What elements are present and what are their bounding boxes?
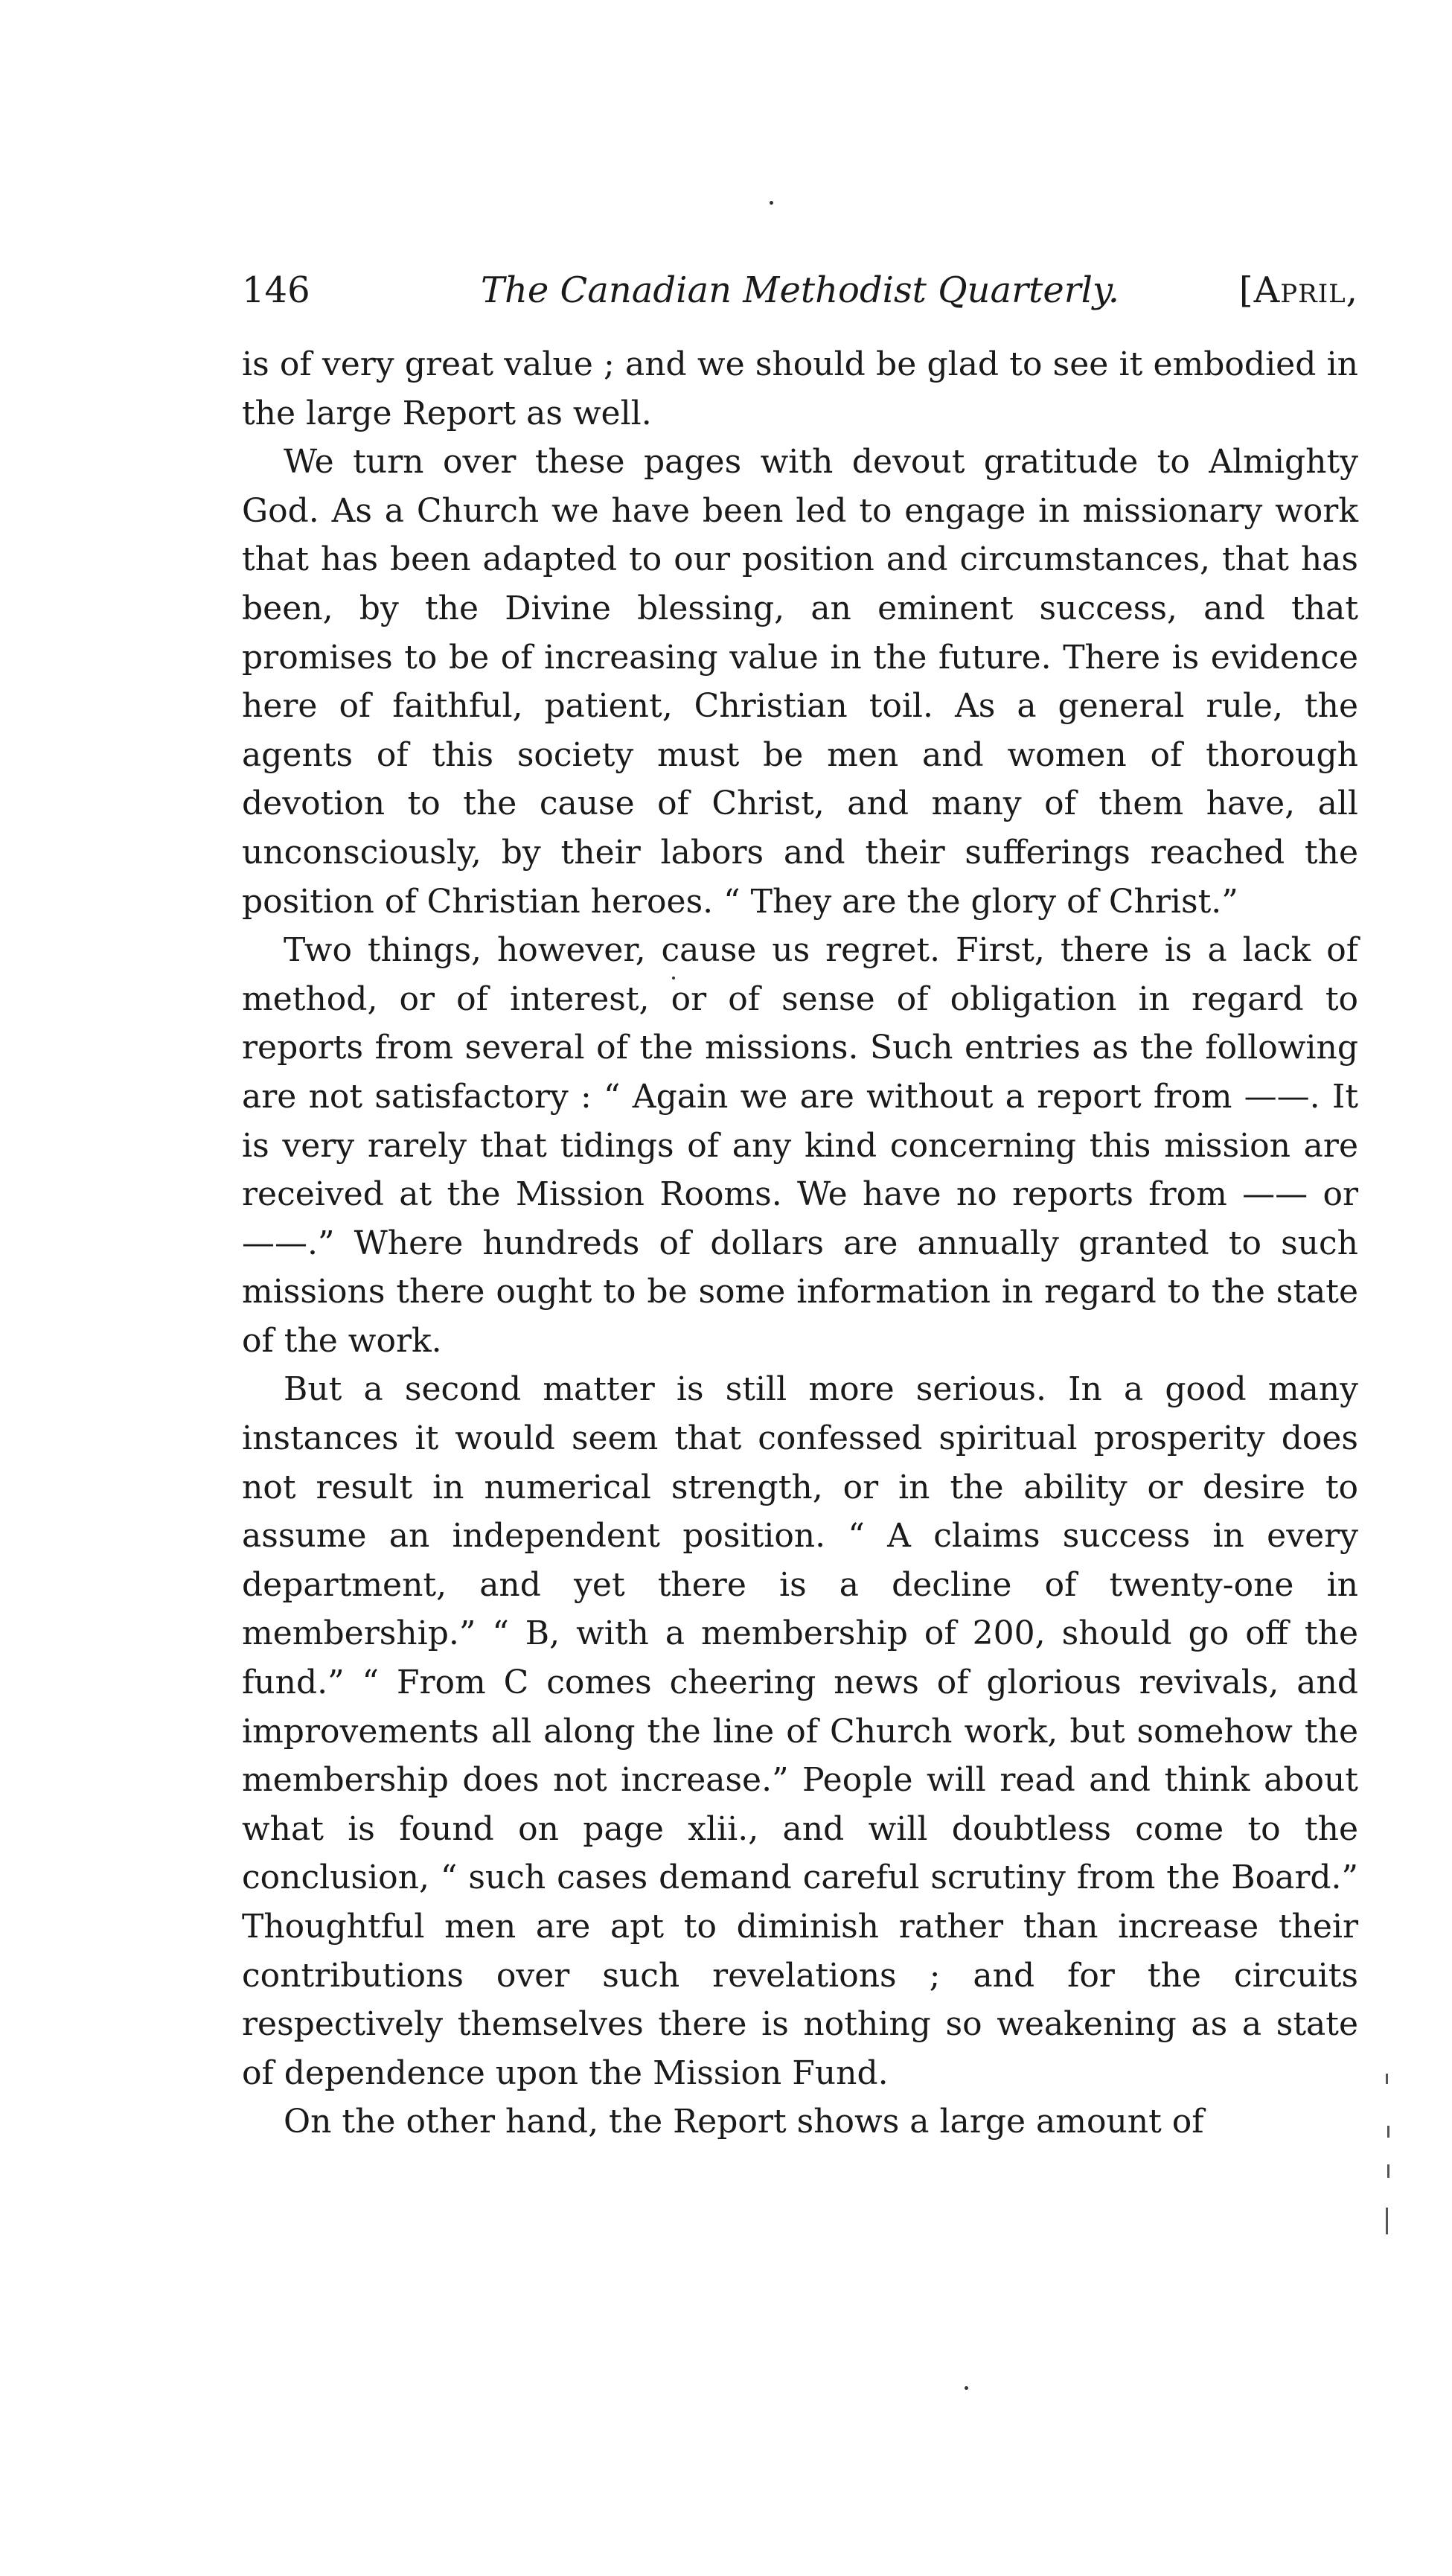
paragraph: Two things, however, cause us regret. First, there is a lack of method, or of interest, or of sense of obligation in regard to reports from several of the missions. Such entries as the following are not satisfactory : “ Again we are without a report from ——. It is very rarely that tidings of any kind concerning this mission are received at the Mission Rooms. We have no reports from —— or ——.” Where hundreds of dollars are annually granted to such missions there ought to be some information in regard to the state of the work. <box>242 931 1358 1360</box>
margin-mark <box>1386 2208 1388 2234</box>
paragraph: On the other hand, the Report shows a large amount of <box>284 2103 1204 2141</box>
margin-mark <box>1387 2126 1389 2138</box>
paragraph: is of very great value ; and we should be glad to see it embodied in the large Report as well. <box>242 345 1358 432</box>
margin-mark <box>1386 2074 1388 2084</box>
ink-speck-bottom <box>965 2386 968 2390</box>
running-header <box>242 264 1358 316</box>
paragraph: We turn over these pages with devout gratitude to Almighty God. As a Church we have been led to engage in missionary work that has been adapted to our position and circumstances, that has been, by the Divine blessing, an eminent success, and that promises to be of increasing value in the future. There is evidence here of faithful, patient, Christian toil. As a general rule, the agents of this society must be men and women of thorough devotion to the cause of Christ, and many of them have, all unconsciously, by their labors and their sufferings reached the position of Christian heroes. “ They are the glory of Christ.” <box>242 443 1358 921</box>
margin-mark <box>1387 2164 1389 2178</box>
page <box>242 264 1358 2147</box>
ink-speck-top <box>770 201 773 205</box>
page-number: 146 <box>242 269 310 311</box>
running-month: [April, <box>1238 269 1358 311</box>
running-title: The Canadian Methodist Quarterly. <box>480 269 1120 311</box>
body-text <box>242 340 1358 2147</box>
paragraph: But a second matter is still more serious. In a good many instances it would seem that confessed spiritual prosperity does not result in numerical strength, or in the ability or desire to assume an independent position. “ A claims success in every department, and yet there is a decline of twenty-one in membership.” “ B, with a membership of 200, should go off the fund.” “ From C comes cheering news of glorious revivals, and improvements all along the line of Church work, but somehow the membership does not increase.” People will read and think about what is found on page xlii., and will doubtless come to the conclusion, “ such cases demand careful scrutiny from the Board.” Thoughtful men are apt to diminish rather than increase their contributions over such revelations ; and for the circuits respectively themselves there is nothing so weakening as a state of dependence upon the Mission Fund. <box>242 1370 1358 2092</box>
